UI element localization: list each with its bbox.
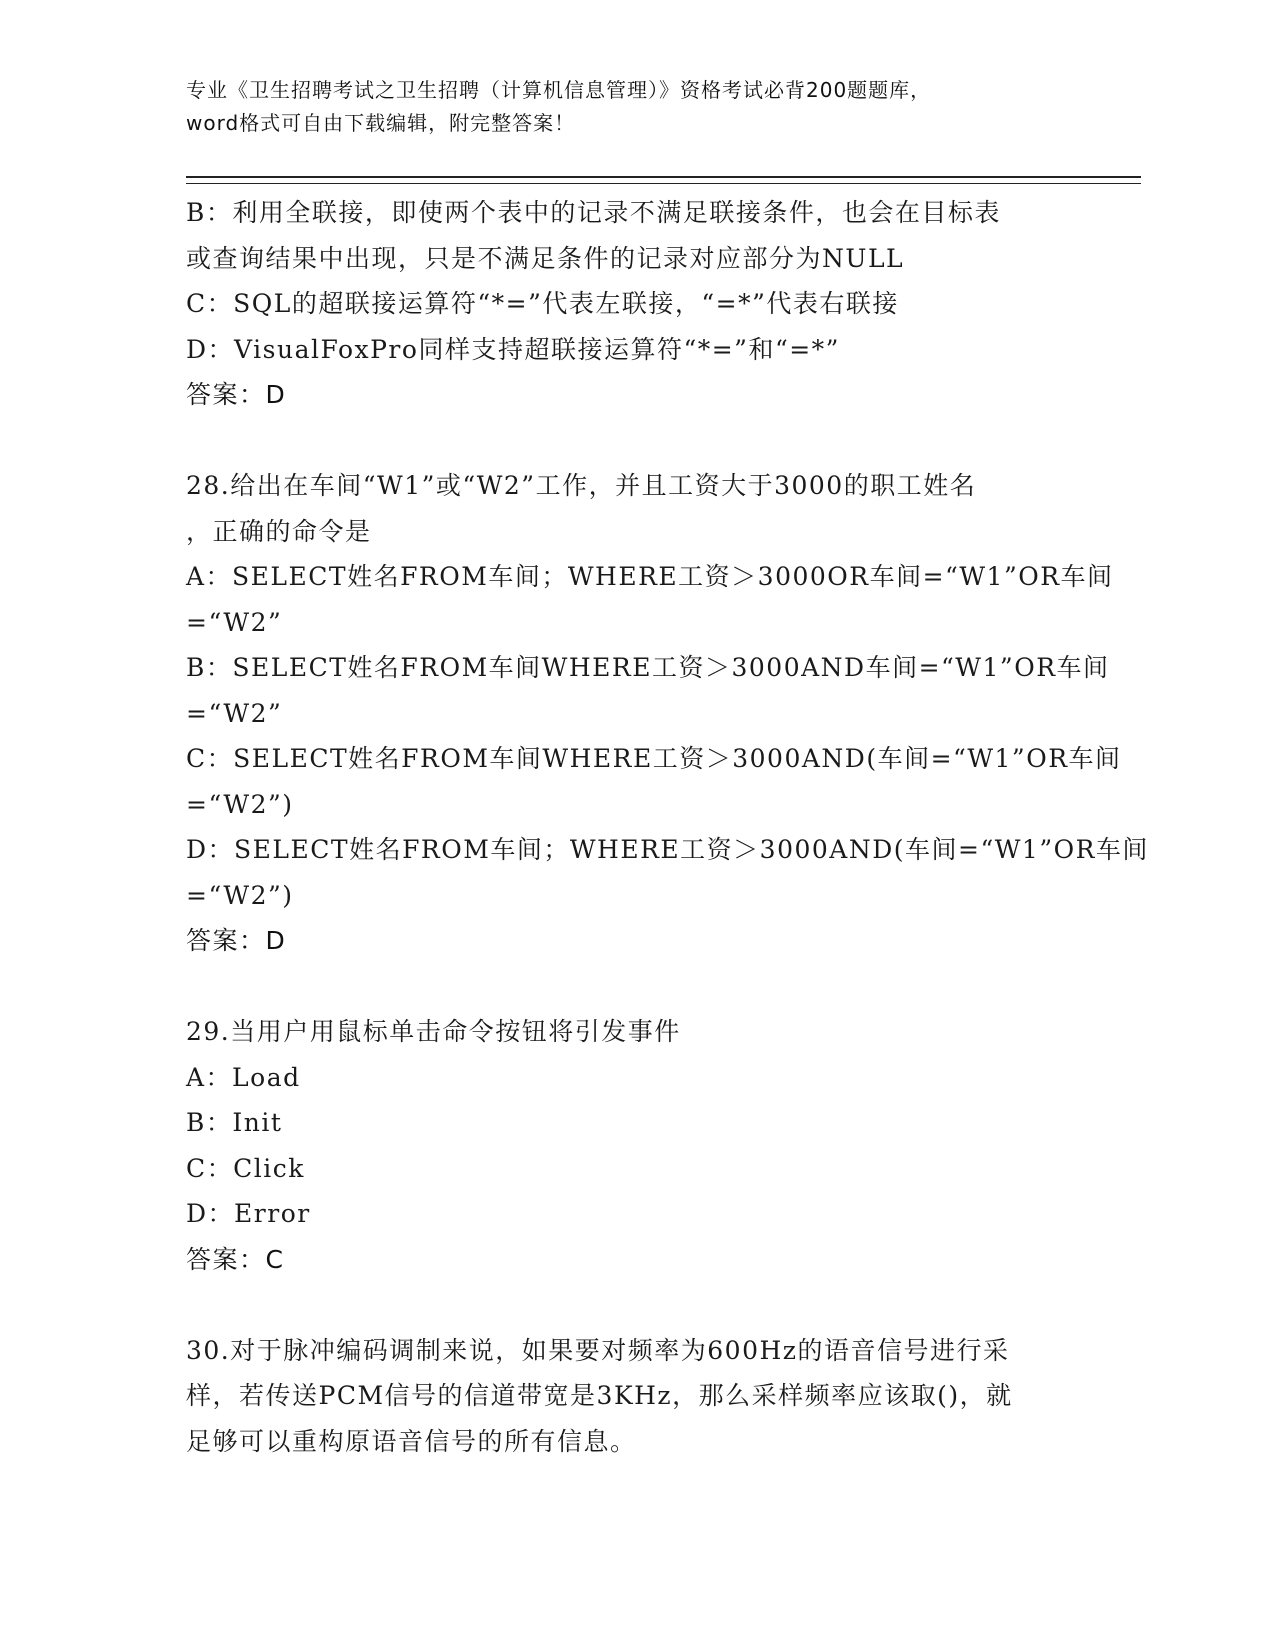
option-a-line-1: A：SELECT姓名FROM车间；WHERE工资＞3000OR车间=“W1”OR车间	[186, 562, 1114, 591]
option-b-line-2: =“W2”	[186, 698, 283, 728]
spacer	[186, 964, 1066, 1010]
answer-line: 答案：D	[186, 926, 287, 955]
question-27-continued	[186, 190, 1066, 418]
option-c: C：SQL的超联接运算符“*=”代表左联接，“=*”代表右联接	[186, 289, 899, 318]
answer-line: 答案：C	[186, 1244, 285, 1274]
option-b-line-1: B：利用全联接，即使两个表中的记录不满足联接条件，也会在目标表	[186, 198, 1001, 227]
option-b-line-1: B：SELECT姓名FROM车间WHERE工资＞3000AND车间=“W1”OR车间	[186, 653, 1110, 682]
option-a-line-2: =“W2”	[186, 607, 283, 637]
option-d: D：Error	[186, 1199, 311, 1228]
option-d-line-2: =“W2”)	[186, 880, 294, 910]
header-title-line-2: word格式可自由下载编辑，附完整答案！	[186, 111, 576, 135]
header-divider	[186, 176, 1141, 184]
question-stem-line-1: 28.给出在车间“W1”或“W2”工作，并且工资大于3000的职工姓名	[186, 471, 977, 500]
question-29	[186, 1009, 1066, 1282]
document-body	[186, 190, 1149, 1464]
option-d: D：VisualFoxPro同样支持超联接运算符“*=”和“=*”	[186, 334, 840, 364]
question-stem: 29.当用户用鼠标单击命令按钮将引发事件	[186, 1017, 681, 1046]
question-stem-line-1: 30.对于脉冲编码调制来说，如果要对频率为600Hz的语音信号进行采	[186, 1335, 1010, 1365]
option-c-line-2: =“W2”)	[186, 789, 294, 819]
question-stem-line-2: ，正确的命令是	[186, 516, 372, 546]
question-stem-line-3: 足够可以重构原语音信号的所有信息。	[186, 1426, 637, 1456]
spacer	[186, 1282, 1066, 1328]
header-title-line-1: 专业《卫生招聘考试之卫生招聘（计算机信息管理）》资格考试必背200题题库，	[186, 78, 932, 102]
answer-line: 答案：D	[186, 380, 287, 409]
option-d-line-1: D：SELECT姓名FROM车间；WHERE工资＞3000AND(车间=“W1”OR车间	[186, 835, 1149, 864]
option-b-line-2: 或查询结果中出现，只是不满足条件的记录对应部分为NULL	[186, 243, 905, 273]
option-a: A：Load	[186, 1062, 301, 1092]
question-30	[186, 1328, 1066, 1465]
page-header	[186, 74, 1086, 140]
option-b: B：Init	[186, 1108, 283, 1137]
option-c: C：Click	[186, 1153, 305, 1183]
spacer	[186, 418, 1066, 464]
option-c-line-1: C：SELECT姓名FROM车间WHERE工资＞3000AND(车间=“W1”OR车间	[186, 744, 1122, 773]
question-stem-line-2: 样，若传送PCM信号的信道带宽是3KHz，那么采样频率应该取()，就	[186, 1381, 1013, 1410]
question-28	[186, 463, 1149, 964]
